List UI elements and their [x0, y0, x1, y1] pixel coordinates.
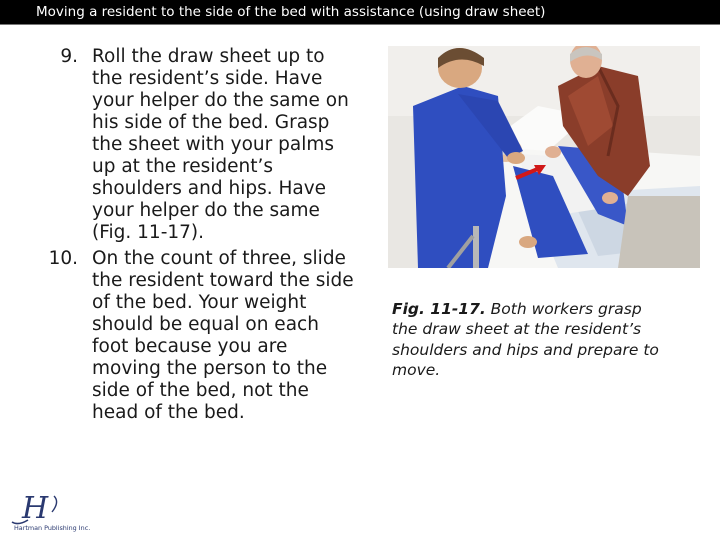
step-text: On the count of three, slide the resident toward the side of the bed. Your weight should be equal on each foot because you are moving the person to the side of the bed, not the head of the bed. — [92, 248, 354, 423]
figure-photo — [388, 46, 700, 268]
figure-label: Fig. 11-17. — [392, 299, 486, 318]
publisher-logo — [8, 492, 114, 534]
hartman-logo-icon — [8, 492, 114, 534]
publisher-name: Hartman Publishing Inc. — [14, 524, 91, 532]
svg-text:H: H — [22, 492, 49, 526]
step-number: 10. — [48, 248, 78, 269]
photo-illustration — [388, 46, 700, 268]
step-number: 9. — [60, 46, 78, 67]
caption-text: Both workers grasp the draw sheet at the resident’s shoulders and hips and prepare to move. — [392, 299, 659, 379]
figure-caption — [392, 278, 712, 381]
step-text: Roll the draw sheet up to the resident’s side. Have your helper do the same on his side of the bed. Grasp the sheet with your palms up at the resident’s shoulders and hips. Have your helper do the same (Fig. 11-17). — [92, 46, 349, 243]
slide-title: Moving a resident to the side of the bed with assistance (using draw sheet) — [36, 4, 546, 20]
title-bar — [0, 0, 720, 25]
